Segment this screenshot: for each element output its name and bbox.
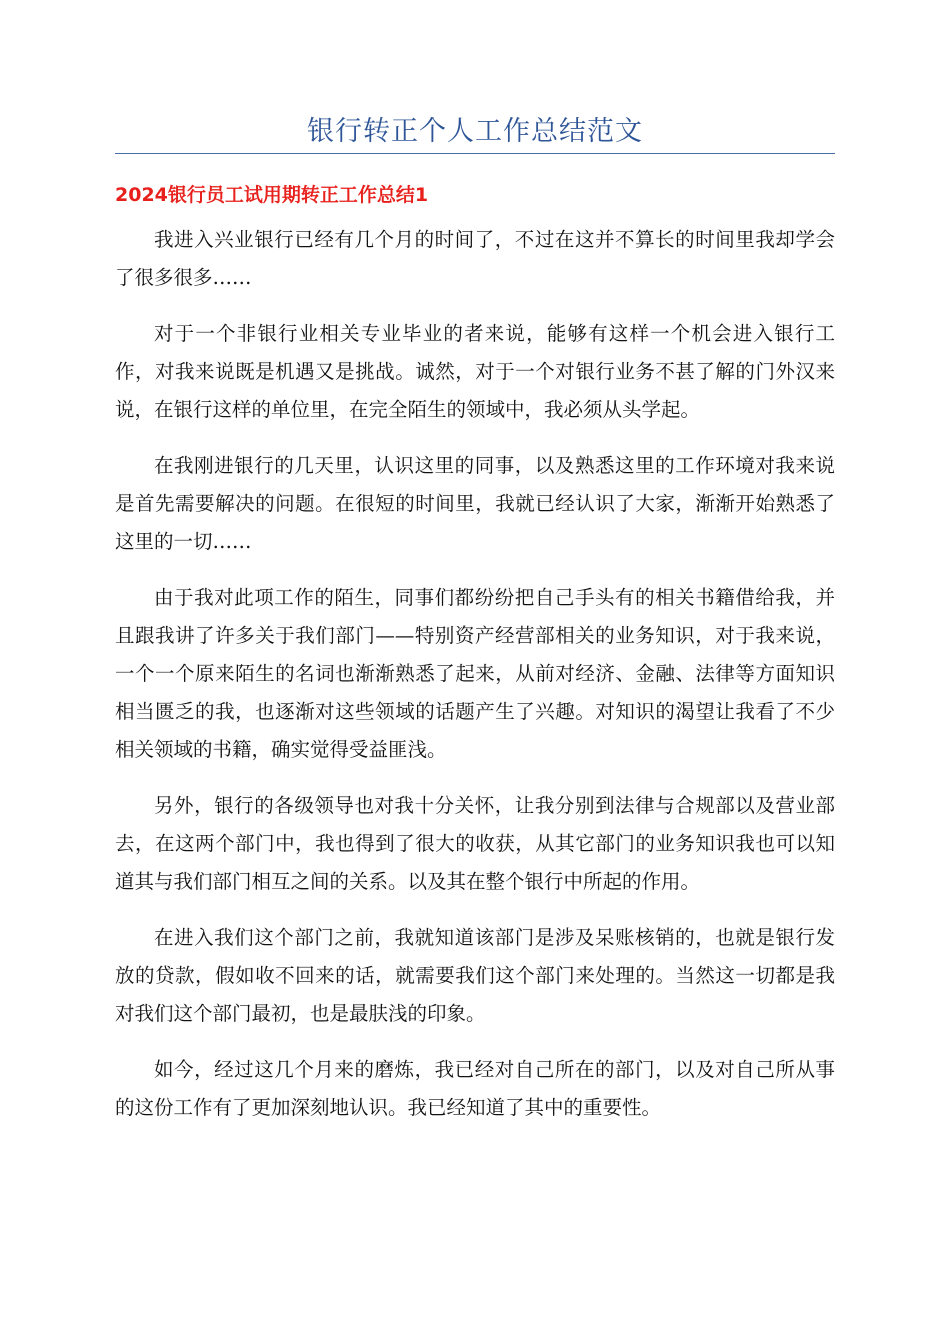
section-heading: 2024银行员工试用期转正工作总结1 xyxy=(115,184,429,206)
paragraph: 在进入我们这个部门之前，我就知道该部门是涉及呆账核销的，也就是银行发放的贷款，假如收不回来的话，就需要我们这个部门来处理的。当然这一切都是我对我们这个部门最初，也是最肤浅的印象。 xyxy=(115,926,835,1025)
paragraph: 在我刚进银行的几天里，认识这里的同事，以及熟悉这里的工作环境对我来说是首先需要解决的问题。在很短的时间里，我就已经认识了大家，渐渐开始熟悉了这里的一切…… xyxy=(115,454,835,553)
paragraph: 如今，经过这几个月来的磨炼，我已经对自己所在的部门，以及对自己所从事的这份工作有了更加深刻地认识。我已经知道了其中的重要性。 xyxy=(115,1058,835,1119)
paragraph: 另外，银行的各级领导也对我十分关怀，让我分别到法律与合规部以及营业部去，在这两个部门中，我也得到了很大的收获，从其它部门的业务知识我也可以知道其与我们部门相互之间的关系。以及其在整个银行中所起的作用。 xyxy=(115,794,835,893)
paragraph: 我进入兴业银行已经有几个月的时间了，不过在这并不算长的时间里我却学会了很多很多…… xyxy=(115,228,835,289)
paragraph: 由于我对此项工作的陌生，同事们都纷纷把自己手头有的相关书籍借给我，并且跟我讲了许多关于我们部门——特别资产经营部相关的业务知识，对于我来说，一个一个原来陌生的名词也渐渐熟悉了起来，从前对经济、金融、法律等方面知识相当匮乏的我，也逐渐对这些领域的话题产生了兴趣。对知识的渴望让我看了不少相关领域的书籍，确实觉得受益匪浅。 xyxy=(115,586,835,761)
body-text xyxy=(115,221,835,1145)
document-title: 银行转正个人工作总结范文 xyxy=(307,116,643,147)
title-divider xyxy=(115,153,835,154)
paragraph: 对于一个非银行业相关专业毕业的者来说，能够有这样一个机会进入银行工作，对我来说既是机遇又是挑战。诚然，对于一个对银行业务不甚了解的门外汉来说，在银行这样的单位里，在完全陌生的领域中，我必须从头学起。 xyxy=(115,322,835,421)
